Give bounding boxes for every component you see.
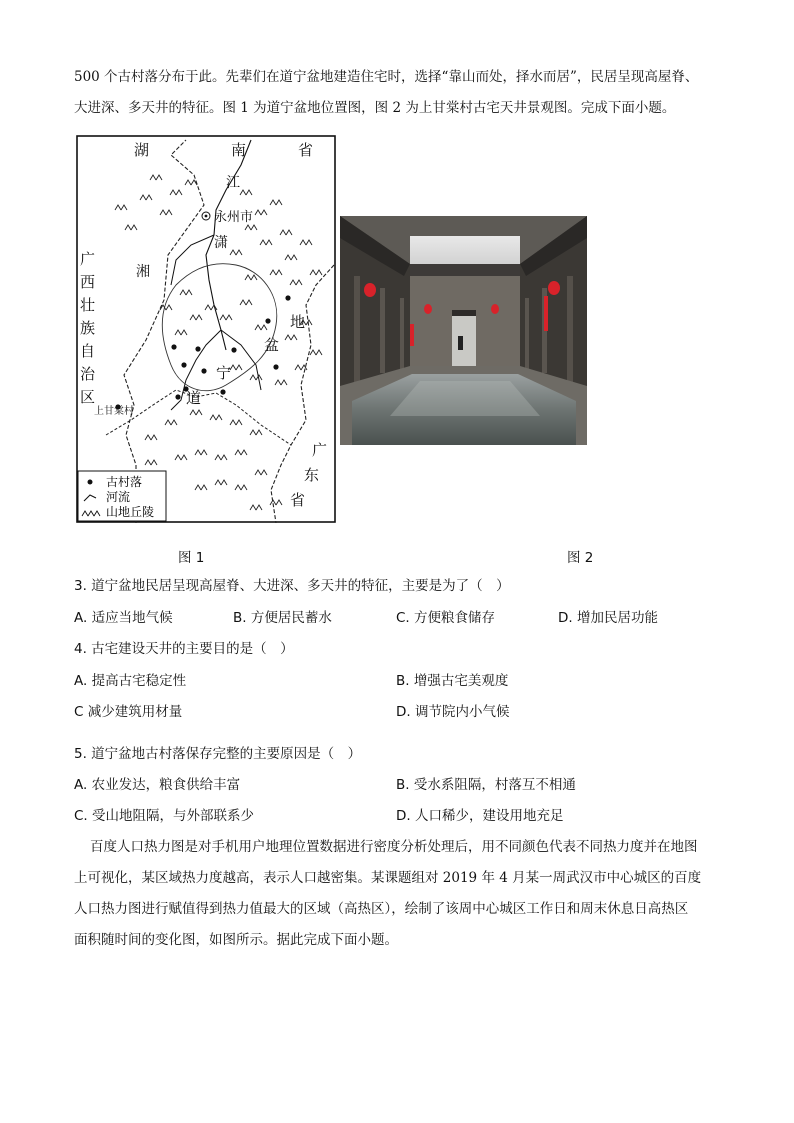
label-guangxi-0: 广 [80,250,96,268]
legend-river-label: 河流 [106,490,131,504]
label-di: 地 [290,313,306,331]
village-dot [265,318,270,323]
question-5-option-b: B. 受水系阻隔，村落互不相通 [396,777,576,793]
village-dot [220,389,225,394]
village-dot [273,364,278,369]
question-5-option-c: C. 受山地阻隔，与外部联系少 [74,808,255,824]
question-5-option-a: A. 农业发达，粮食供给丰富 [74,777,241,793]
map-legend [78,471,166,521]
label-hunan-3: 省 [298,141,314,159]
village-dot [171,344,176,349]
label-guangdong-2: 省 [290,491,306,509]
legend-village-label: 古村落 [106,475,143,489]
question-4-option-d: D. 调节院内小气候 [396,704,510,720]
label-hunan-2: 南 [231,141,247,159]
location-map [76,135,336,523]
label-yongzhou: 永州市 [214,210,254,225]
label-guangxi-4: 自 [80,342,96,360]
legend-mountain-label: 山地丘陵 [106,505,155,519]
outro-line-1: 百度人口热力图是对手机用户地理位置数据进行密度分析处理后，用不同颜色代表不同热力度并在地图 [90,839,698,855]
question-4-option-c: C 减少建筑用材量 [74,704,183,720]
question-5-stem: 5. 道宁盆地古村落保存完整的主要原因是（ ） [74,746,362,762]
label-guangdong-0: 广 [312,441,328,459]
outro-line-4: 面积随时间的变化图，如图所示。据此完成下面小题。 [74,932,398,948]
label-xiang: 湘 [136,264,150,280]
label-guangxi-5: 治 [80,365,96,383]
question-3-option-d: D. 增加民居功能 [558,610,658,626]
intro-line-2: 大进深、多天井的特征。图 1 为道宁盆地位置图，图 2 为上甘棠村古宅天井景观图。完成下面小题。 [74,100,676,116]
village-dot [285,295,290,300]
question-4-stem: 4. 古宅建设天井的主要目的是（ ） [74,641,294,657]
question-5-option-d: D. 人口稀少，建设用地充足 [396,808,564,824]
label-guangdong-1: 东 [304,466,320,484]
question-3-stem: 3. 道宁盆地民居呈现高屋脊、大进深、多天井的特征，主要是为了（ ） [74,578,510,594]
outro-line-2: 上可视化，某区域热力度越高，表示人口越密集。某课题组对 2019 年 4 月某一周武汉市中心城区的百度 [74,870,702,886]
label-dao: 道 [186,389,202,407]
village-dot [175,394,180,399]
village-dot [201,368,206,373]
question-3-option-a: A. 适应当地气候 [74,610,173,626]
intro-line-1: 500 个古村落分布于此。先辈们在道宁盆地建造住宅时，选择“靠山而处，择水而居”，民居呈现高屋脊、 [74,69,699,85]
label-guangxi-6: 区 [80,388,96,406]
question-3-option-b: B. 方便居民蓄水 [233,610,332,626]
village-dot [181,362,186,367]
label-hunan-1: 湖 [134,141,150,159]
village-dot [231,347,236,352]
village-dot [195,346,200,351]
figure2-caption: 图 2 [567,550,594,566]
label-jiang: 江 [226,175,240,191]
courtyard-photo [340,216,587,445]
question-4-option-b: B. 增强古宅美观度 [396,673,509,689]
label-pen: 盆 [264,336,280,354]
label-ning: 宁 [216,364,232,382]
figure1-caption: 图 1 [178,550,205,566]
question-4-option-a: A. 提高古宅稳定性 [74,673,187,689]
label-guangxi-3: 族 [80,319,96,337]
label-shangganta: 上甘棠村 [94,406,134,417]
outro-line-3: 人口热力图进行赋值得到热力值最大的区域（高热区），绘制了该周中心城区工作日和周末休息日高热区 [74,901,689,917]
label-guangxi-1: 西 [80,273,96,291]
label-xiao: 潇 [214,235,228,251]
label-guangxi-2: 壮 [80,296,96,314]
question-3-option-c: C. 方便粮食储存 [396,610,496,626]
